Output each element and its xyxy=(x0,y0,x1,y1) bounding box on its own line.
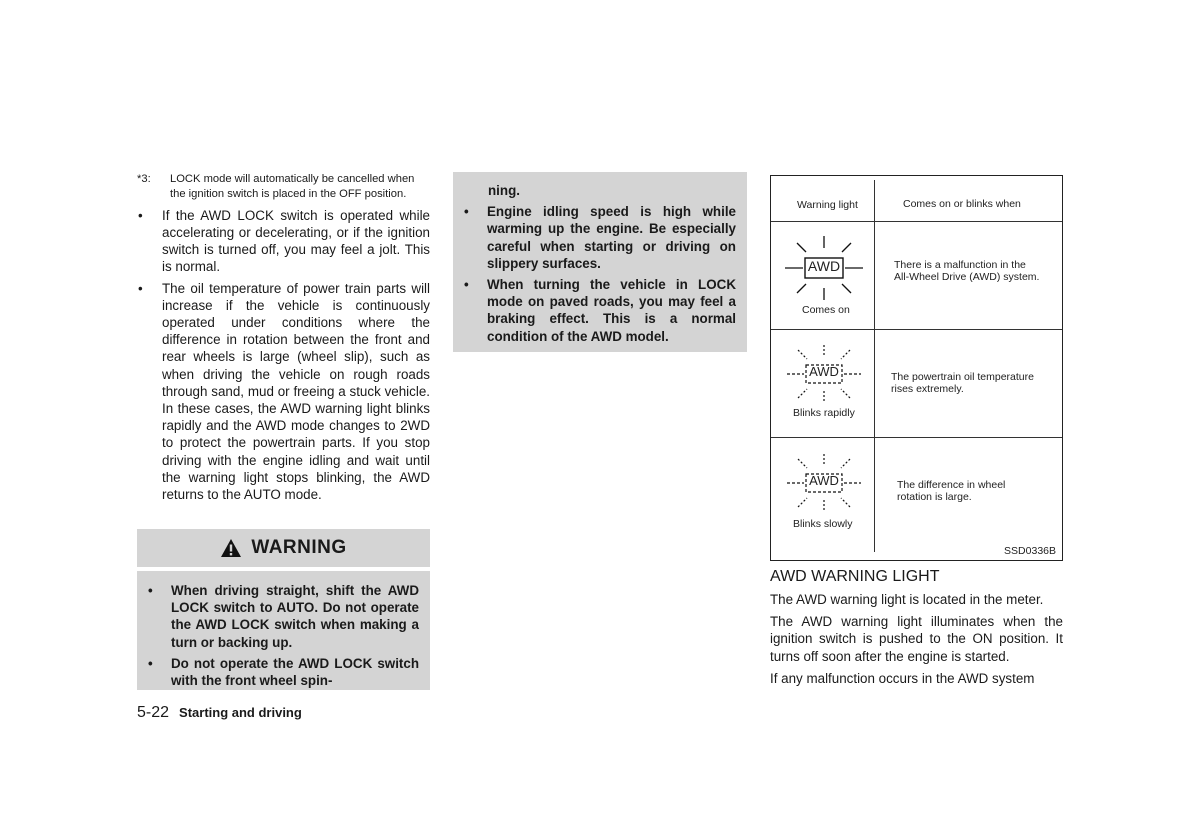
row2-desc-line2: rises extremely. xyxy=(891,383,964,395)
paragraph: The AWD warning light is located in the meter. xyxy=(770,592,1044,607)
footnote-text: LOCK mode will automatically be cancelled when the ignition switch is placed in the OFF position. xyxy=(170,173,415,201)
warning-item-text: When turning the vehicle in LOCK mode on paved roads, you may feel a braking effect. This is a normal condition of the AWD model. xyxy=(487,277,736,344)
footnote xyxy=(137,172,430,203)
figure-code: SSD0336B xyxy=(1004,545,1056,557)
paragraph: If any malfunction occurs in the AWD system xyxy=(770,670,1035,686)
warning-header xyxy=(137,529,430,567)
state-blinks-rapidly: Blinks rapidly xyxy=(793,407,855,419)
page-number: 5-22 xyxy=(137,704,170,721)
table-rule xyxy=(771,221,1062,222)
warning-box-right xyxy=(453,172,747,352)
row2-desc-line1: The powertrain oil temperature xyxy=(891,371,1034,383)
page-footer xyxy=(137,704,302,722)
table-rule xyxy=(771,329,1062,330)
warning-box-left xyxy=(137,571,430,690)
table-divider xyxy=(874,180,875,552)
warning-icon xyxy=(220,538,242,558)
list-item xyxy=(137,280,430,504)
left-column xyxy=(137,172,430,507)
warning-item-text: Engine idling speed is high while warming up the engine. Be especially careful when starting or driving on slippery surfaces. xyxy=(487,204,736,271)
bullet-dot: • xyxy=(464,277,469,293)
table-header-right: Comes on or blinks when xyxy=(903,198,1021,210)
warning-title: WARNING xyxy=(251,537,347,558)
awd-indicator-label: AWD xyxy=(807,258,841,274)
warning-continuation xyxy=(453,182,747,199)
bullet-dot: • xyxy=(148,583,153,598)
row3-desc-line1: The difference in wheel xyxy=(897,479,1006,491)
paragraph: The AWD warning light illuminates when the ignition switch is pushed to the ON position. It turns off soon after the engine is started. xyxy=(770,614,1063,664)
footnote-mark: *3: xyxy=(137,173,151,185)
list-item-text: If the AWD LOCK switch is operated while accelerating or decelerating, or if the ignition switch is turned off, you may feel a jolt. This is normal. xyxy=(162,207,430,275)
warning-item xyxy=(137,582,430,651)
warning-item xyxy=(137,655,430,689)
state-blinks-slowly: Blinks slowly xyxy=(793,518,853,530)
warning-item xyxy=(453,203,747,272)
table-rule xyxy=(771,437,1062,438)
section-heading: AWD WARNING LIGHT xyxy=(770,568,940,585)
bullet-dot: • xyxy=(464,204,469,220)
bullet-dot: • xyxy=(138,280,143,296)
row3-desc-line2: rotation is large. xyxy=(897,491,972,503)
awd-indicator-label: AWD xyxy=(809,364,839,379)
awd-warning-light-table xyxy=(770,175,1063,561)
right-column xyxy=(770,568,1063,692)
warning-item-text: When driving straight, shift the AWD LOCK switch to AUTO. Do not operate the AWD LOCK switch when making a turn or backing up. xyxy=(171,583,419,650)
section-name: Starting and driving xyxy=(179,705,302,720)
awd-indicator-label: AWD xyxy=(809,473,839,488)
row1-desc-line2: All-Wheel Drive (AWD) system. xyxy=(894,271,1040,283)
warning-continuation-text: ning. xyxy=(488,183,520,198)
list-item-text: The oil temperature of power train parts will increase if the vehicle is continuously operated under conditions where the difference in rotation between the front and rear wheels is large (wheel slip), such as when driving the vehicle on rough roads through sand, mud or freeing a stuck vehicle. In these cases, the AWD warning light blinks rapidly and the AWD mode changes to 2WD to protect the powertrain parts. If you stop driving with the engine idling and wait until the warning light stops blinking, the AWD returns to the AUTO mode. xyxy=(162,280,430,503)
warning-item xyxy=(453,276,747,345)
list-item xyxy=(137,207,430,276)
bullet-dot: • xyxy=(148,655,153,671)
warning-item-text: Do not operate the AWD LOCK switch with the front wheel spin- xyxy=(171,655,419,689)
bullet-dot: • xyxy=(138,207,143,223)
table-header-left: Warning light xyxy=(797,199,858,211)
state-comes-on: Comes on xyxy=(802,304,850,316)
row1-desc-line1: There is a malfunction in the xyxy=(894,259,1026,271)
